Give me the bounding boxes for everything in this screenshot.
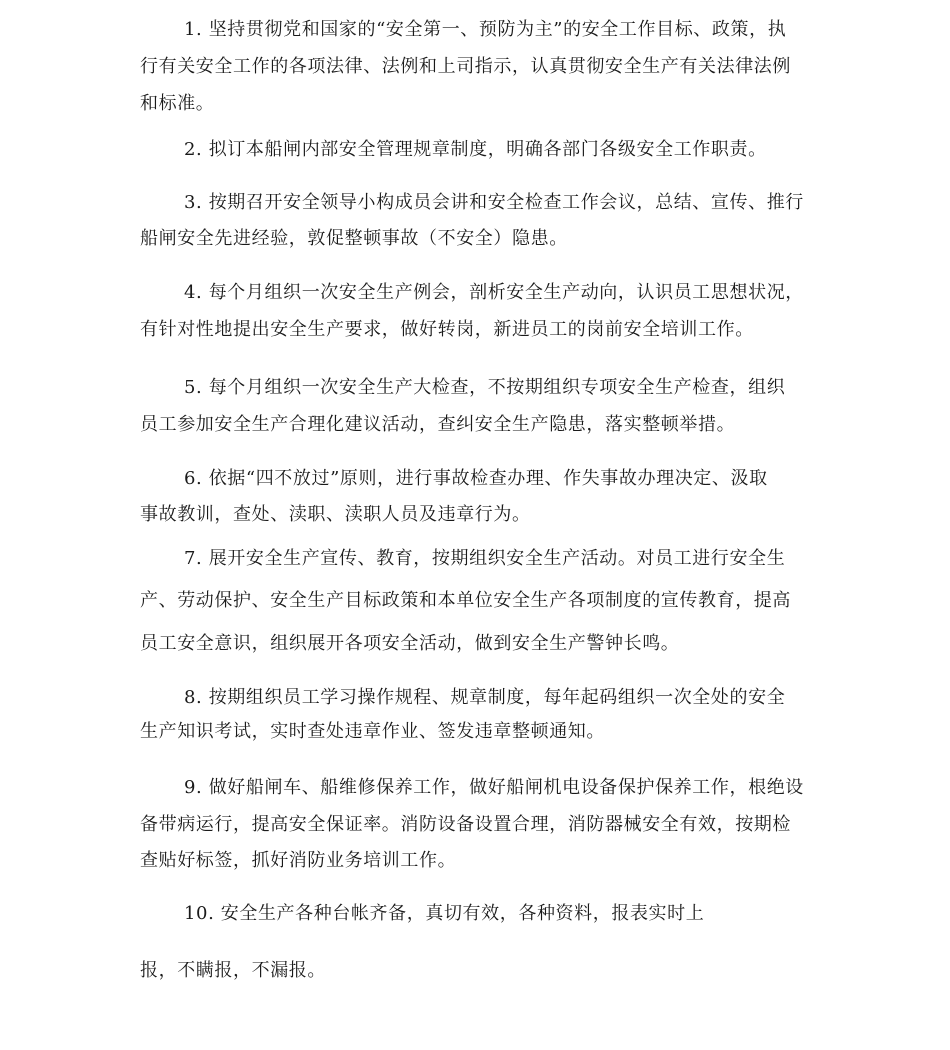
- text-line: 8. 按期组织员工学习操作规程、规章制度，每年起码组织一次全处的安全: [184, 687, 786, 708]
- text-line: 6. 依据“四不放过”原则，进行事故检查办理、作失事故办理决定、汲取: [184, 468, 768, 489]
- text-line: 报，不瞒报，不漏报。: [140, 960, 326, 981]
- text-line: 9. 做好船闸车、船维修保养工作，做好船闸机电设备保护保养工作，根绝设: [184, 777, 804, 798]
- text-line: 2. 拟订本船闸内部安全管理规章制度，明确各部门各级安全工作职责。: [184, 139, 767, 160]
- text-line: 员工安全意识，组织展开各项安全活动，做到安全生产警钟长鸣。: [140, 633, 680, 654]
- text-line: 生产知识考试，实时查处违章作业、签发违章整顿通知。: [140, 721, 605, 742]
- text-line: 有针对性地提出安全生产要求，做好转岗，新进员工的岗前安全培训工作。: [140, 319, 754, 340]
- text-line: 船闸安全先进经验，敦促整顿事故（不安全）隐患。: [140, 228, 568, 249]
- text-line: 员工参加安全生产合理化建议活动，查纠安全生产隐患，落实整顿举措。: [140, 414, 736, 435]
- text-line: 7. 展开安全生产宣传、教育，按期组织安全生产活动。对员工进行安全生: [184, 548, 786, 569]
- text-line: 1. 坚持贯彻党和国家的“安全第一、预防为主”的安全工作目标、政策，执: [184, 19, 787, 40]
- text-line: 3. 按期召开安全领导小构成员会讲和安全检查工作会议，总结、宣传、推行: [184, 192, 804, 213]
- text-line: 行有关安全工作的各项法律、法例和上司指示，认真贯彻安全生产有关法律法例: [140, 56, 791, 77]
- text-line: 10. 安全生产各种台帐齐备，真切有效，各种资料，报表实时上: [184, 903, 705, 924]
- text-line: 事故教训，查处、渎职、渎职人员及违章行为。: [140, 504, 531, 525]
- text-line: 产、劳动保护、安全生产目标政策和本单位安全生产各项制度的宣传教育，提高: [140, 590, 791, 611]
- text-line: 查贴好标签，抓好消防业务培训工作。: [140, 850, 457, 871]
- text-line: 5. 每个月组织一次安全生产大检查，不按期组织专项安全生产检查，组织: [184, 377, 786, 398]
- text-line: 备带病运行，提高安全保证率。消防设备设置合理，消防器械安全有效，按期检: [140, 814, 791, 835]
- text-line: 4. 每个月组织一次安全生产例会，剖析安全生产动向，认识员工思想状况，: [184, 282, 804, 303]
- text-line: 和标准。: [140, 93, 215, 114]
